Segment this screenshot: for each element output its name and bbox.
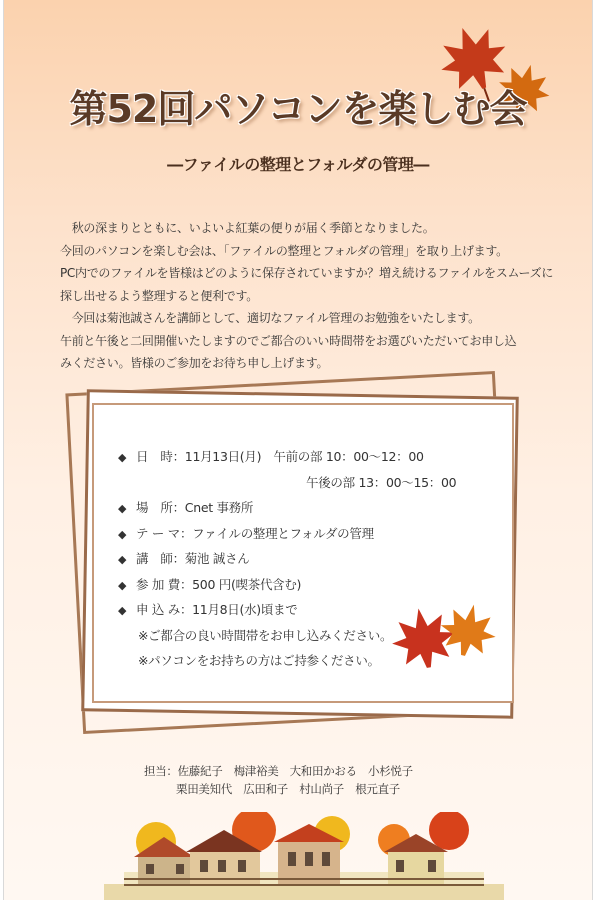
detail-date: ◆ 日 時：11月13日(月) 午前の部 10：00～12：00: [118, 444, 498, 470]
page-subtitle: ―ファイルの整理とフォルダの管理―: [167, 155, 429, 174]
maple-leaf-icon: [390, 596, 500, 686]
intro-line: 午前と午後と二回開催いたしますのでご都合のいい時間帯をお選びいただいてお申し込: [60, 333, 517, 348]
staff-line: 栗田美知代 広田和子 村山尚子 根元直子: [176, 782, 400, 796]
diamond-bullet-icon: ◆: [118, 604, 127, 617]
diamond-bullet-icon: ◆: [118, 553, 127, 566]
flyer-page: [4, 0, 592, 900]
detail-note: ※パソコンをお持ちの方はご持参ください。: [138, 653, 380, 668]
diamond-bullet-icon: ◆: [118, 578, 127, 592]
staff-list: [144, 762, 413, 798]
intro-text: [60, 217, 560, 375]
diamond-bullet-icon: ◆: [118, 502, 127, 515]
detail-fee: ◆ 参 加 費：500 円(喫茶代含む): [118, 572, 498, 598]
intro-line: 今回のパソコンを楽しむ会は、「ファイルの整理とフォルダの管理」を取り上げます。: [60, 243, 508, 258]
page-title: 第52回パソコンを楽しむ会: [69, 87, 527, 131]
detail-theme: ◆ テ ー マ：ファイルの整理とフォルダの管理: [118, 521, 498, 547]
detail-place: ◆ 場 所：Cnet 事務所: [118, 495, 498, 521]
detail-date-afternoon: 午後の部 13：00～15：00: [306, 474, 457, 490]
autumn-town-illustration: [104, 812, 504, 900]
diamond-bullet-icon: ◆: [118, 451, 127, 464]
staff-line: 担当：佐藤紀子 梅津裕美 大和田かおる 小杉悦子: [144, 764, 413, 778]
diamond-bullet-icon: ◆: [118, 527, 127, 541]
intro-line: 探し出せるよう整理すると便利です。: [60, 288, 258, 303]
detail-lecturer: ◆ 講 師：菊池 誠さん: [118, 546, 498, 572]
intro-line: みください。皆様のご参加をお待ち申し上げます。: [60, 356, 329, 370]
intro-line: PC内でのファイルを皆様はどのように保存されていますか？増え続けるファイルをスムーズに: [60, 266, 554, 280]
detail-note: ※ご都合の良い時間帯をお申し込みください。: [138, 627, 393, 643]
detail-deadline: ◆ 申 込 み：11月8日(水)頃まで: [118, 597, 498, 623]
intro-line: 秋の深まりとともに、いよいよ紅葉の便りが届く季節となりました。: [60, 221, 435, 235]
intro-line: 今回は菊池誠さんを講師として、適切なファイル管理のお勉強をいたします。: [60, 311, 480, 325]
